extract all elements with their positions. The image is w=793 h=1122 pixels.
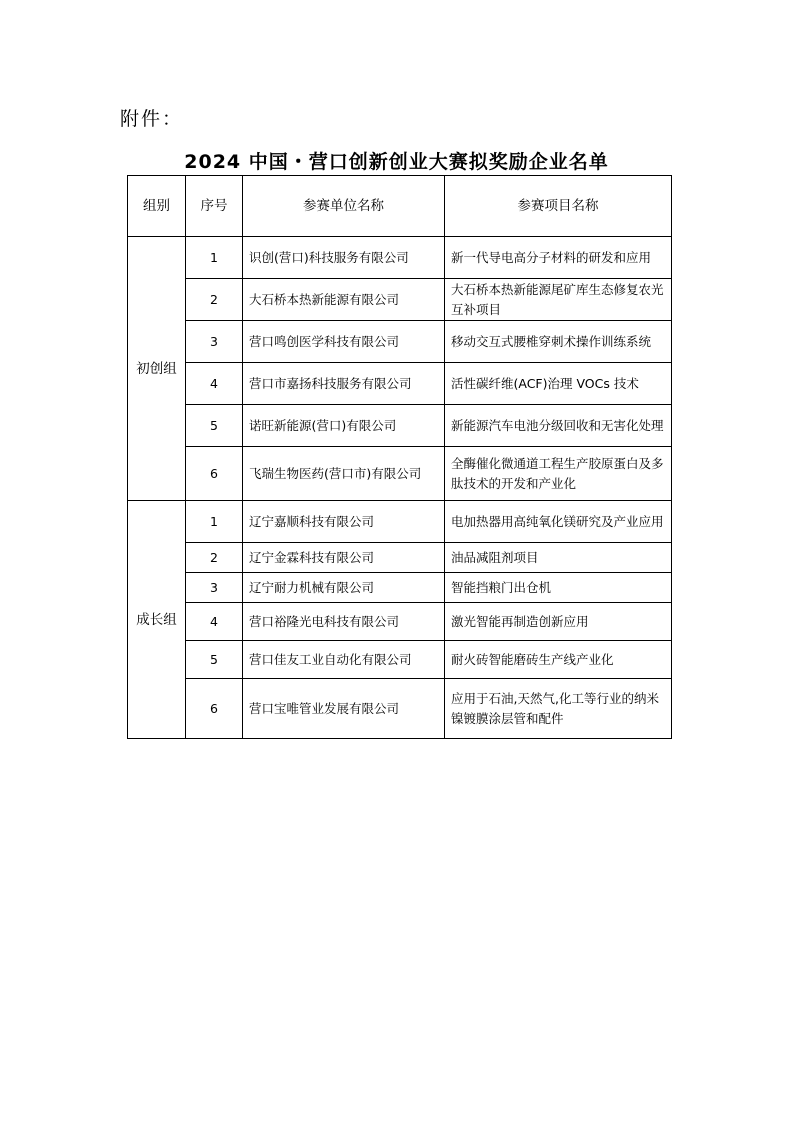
row-number: 5 [186, 405, 243, 447]
table-row [128, 543, 672, 573]
project-name: 耐火砖智能磨砖生产线产业化 [445, 641, 672, 679]
project-name: 新能源汽车电池分级回收和无害化处理 [445, 405, 672, 447]
row-number: 2 [186, 279, 243, 321]
table-row [128, 363, 672, 405]
group-label: 成长组 [128, 501, 186, 739]
col-header-group: 组别 [128, 176, 186, 237]
table-row [128, 679, 672, 739]
group-label: 初创组 [128, 237, 186, 501]
col-header-unit: 参赛单位名称 [243, 176, 445, 237]
attachment-label: 附件： [120, 108, 184, 130]
project-name: 新一代导电高分子材料的研发和应用 [445, 237, 672, 279]
unit-name: 营口宝唯管业发展有限公司 [243, 679, 445, 739]
row-number: 3 [186, 573, 243, 603]
row-number: 1 [186, 237, 243, 279]
col-header-project: 参赛项目名称 [445, 176, 672, 237]
row-number: 4 [186, 603, 243, 641]
table-row [128, 603, 672, 641]
row-number: 5 [186, 641, 243, 679]
row-number: 3 [186, 321, 243, 363]
project-name: 全酶催化微通道工程生产胶原蛋白及多肽技术的开发和产业化 [445, 447, 672, 501]
row-number: 6 [186, 447, 243, 501]
unit-name: 营口佳友工业自动化有限公司 [243, 641, 445, 679]
table-header-row [128, 176, 672, 237]
unit-name: 辽宁金霖科技有限公司 [243, 543, 445, 573]
row-number: 1 [186, 501, 243, 543]
unit-name: 营口市嘉扬科技服务有限公司 [243, 363, 445, 405]
document-title: 2024 中国・营口创新创业大赛拟奖励企业名单 [184, 151, 609, 173]
project-name: 电加热器用高纯氧化镁研究及产业应用 [445, 501, 672, 543]
unit-name: 飞瑞生物医药(营口市)有限公司 [243, 447, 445, 501]
unit-name: 营口裕隆光电科技有限公司 [243, 603, 445, 641]
unit-name: 辽宁耐力机械有限公司 [243, 573, 445, 603]
unit-name: 营口鸣创医学科技有限公司 [243, 321, 445, 363]
table-row [128, 321, 672, 363]
award-table [127, 175, 672, 739]
unit-name: 辽宁嘉顺科技有限公司 [243, 501, 445, 543]
table-row [128, 501, 672, 543]
col-header-number: 序号 [186, 176, 243, 237]
table-row [128, 447, 672, 501]
unit-name: 诺旺新能源(营口)有限公司 [243, 405, 445, 447]
table-row [128, 573, 672, 603]
table-row [128, 405, 672, 447]
table-row [128, 237, 672, 279]
project-name: 移动交互式腰椎穿刺术操作训练系统 [445, 321, 672, 363]
unit-name: 识创(营口)科技服务有限公司 [243, 237, 445, 279]
project-name: 应用于石油,天然气,化工等行业的纳米镍镀膜涂层管和配件 [445, 679, 672, 739]
project-name: 激光智能再制造创新应用 [445, 603, 672, 641]
unit-name: 大石桥本热新能源有限公司 [243, 279, 445, 321]
table-row [128, 641, 672, 679]
project-name: 大石桥本热新能源尾矿库生态修复农光互补项目 [445, 279, 672, 321]
row-number: 6 [186, 679, 243, 739]
row-number: 2 [186, 543, 243, 573]
project-name: 智能挡粮门出仓机 [445, 573, 672, 603]
row-number: 4 [186, 363, 243, 405]
project-name: 活性碳纤维(ACF)治理 VOCs 技术 [445, 363, 672, 405]
project-name: 油品减阻剂项目 [445, 543, 672, 573]
table-row [128, 279, 672, 321]
